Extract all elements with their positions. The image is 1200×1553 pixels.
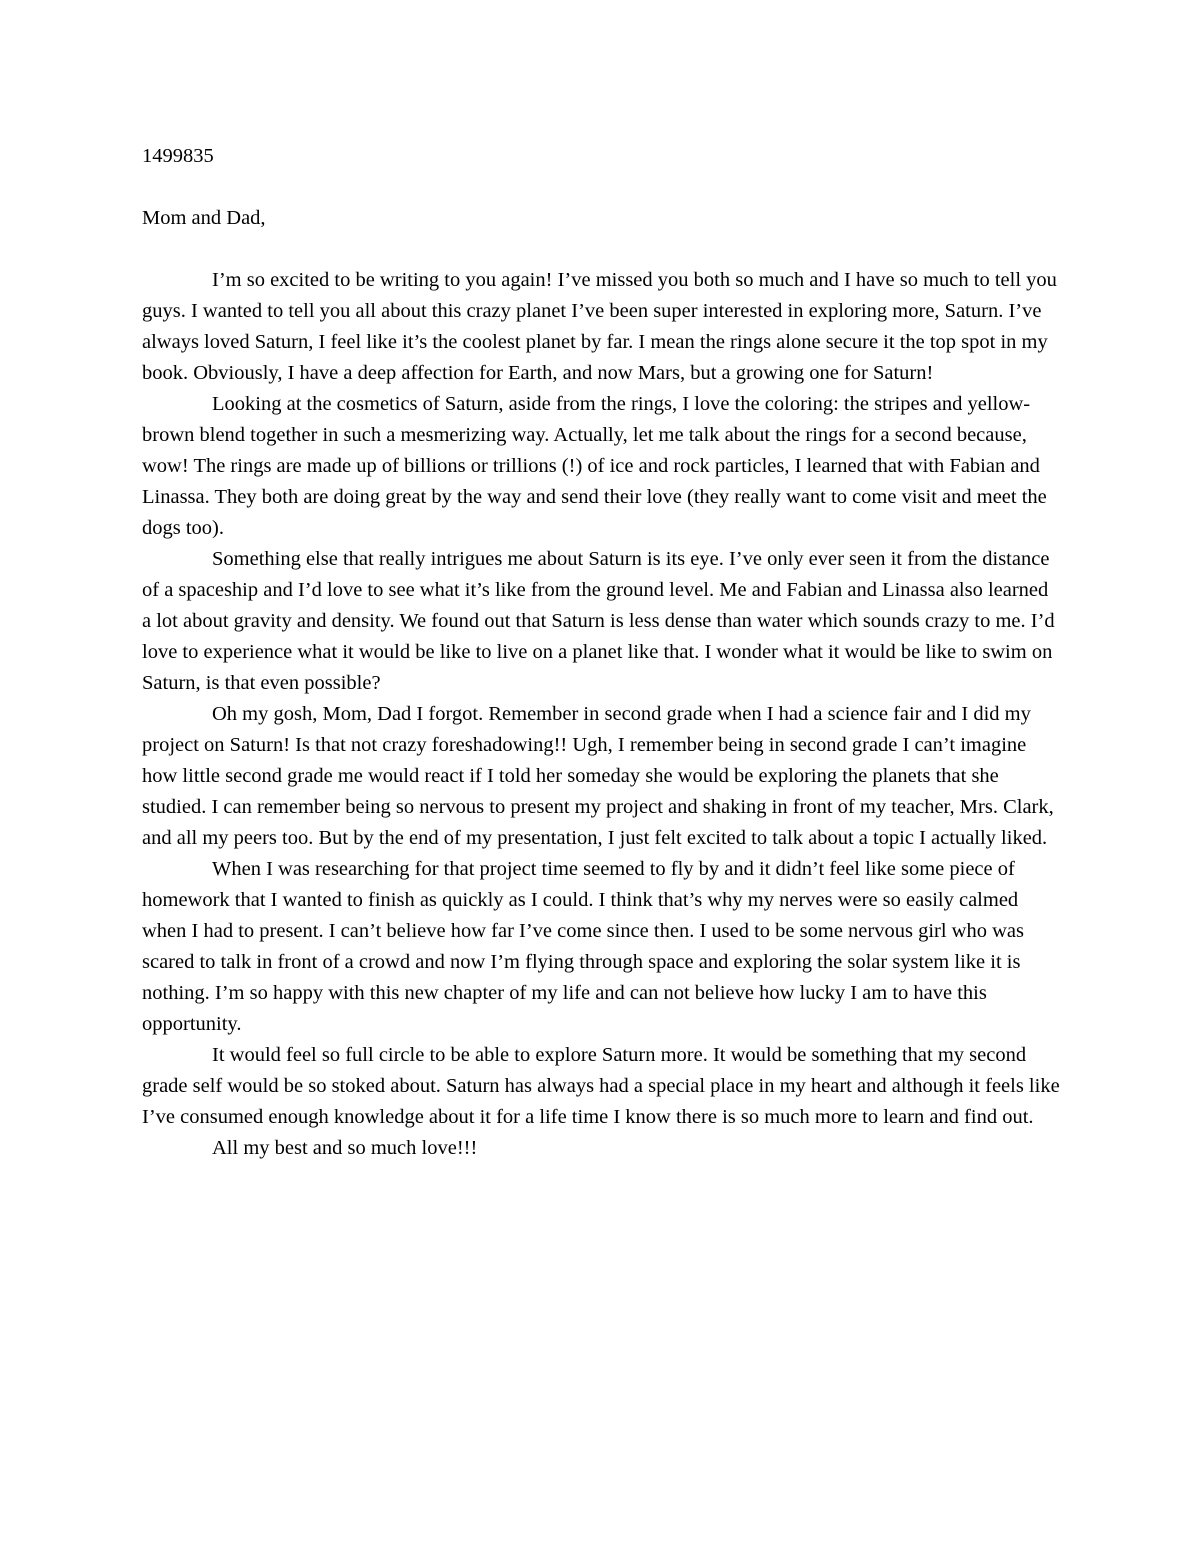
document-id-number: 1499835: [142, 145, 214, 167]
paragraph-eye-and-density: Something else that really intrigues me about Saturn is its eye. I’ve only ever seen it from the distance of a spaceship and I’d love to see what it’s like from the ground level. Me and Fabian and Linassa also learned a lot about gravity and density. We found out that Saturn is less dense than water which sounds crazy to me. I’d love to experience what it would be like to live on a planet like that. I wonder what it would be like to swim on Saturn, is that even possible?: [142, 548, 1055, 694]
paragraph-researching: When I was researching for that project time seemed to fly by and it didn’t feel like some piece of homework that I wanted to finish as quickly as I could. I think that’s why my nerves were so easily calmed when I had to present. I can’t believe how far I’ve come since then. I used to be some nervous girl who was scared to talk in front of a crowd and now I’m flying through space and exploring the solar system like it is nothing. I’m so happy with this new chapter of my life and can not believe how lucky I am to have this opportunity.: [142, 858, 1024, 1035]
letter-body: [142, 141, 1060, 1164]
salutation: Mom and Dad,: [142, 207, 266, 229]
paragraph-cosmetics: Looking at the cosmetics of Saturn, aside from the rings, I love the coloring: the stripes and yellow-brown blend together in such a mesmerizing way. Actually, let me talk about the rings for a second because, wow! The rings are made up of billions or trillions (!) of ice and rock particles, I learned that with Fabian and Linassa. They both are doing great by the way and send their love (they really want to come visit and meet the dogs too).: [142, 393, 1047, 539]
closing-line: All my best and so much love!!!: [212, 1137, 478, 1159]
paragraph-full-circle: It would feel so full circle to be able to explore Saturn more. It would be something that my second grade self would be so stoked about. Saturn has always had a special place in my heart and although it feels like I’ve consumed enough knowledge about it for a life time I know there is so much more to learn and find out.: [142, 1044, 1060, 1128]
paragraph-greeting: I’m so excited to be writing to you again! I’ve missed you both so much and I have so much to tell you guys. I wanted to tell you all about this crazy planet I’ve been super interested in exploring more, Saturn. I’ve always loved Saturn, I feel like it’s the coolest planet by far. I mean the rings alone secure it the top spot in my book. Obviously, I have a deep affection for Earth, and now Mars, but a growing one for Saturn!: [142, 269, 1057, 384]
letter-paragraphs: [142, 265, 1060, 1164]
paragraph-science-fair: Oh my gosh, Mom, Dad I forgot. Remember in second grade when I had a science fair and I did my project on Saturn! Is that not crazy foreshadowing!! Ugh, I remember being in second grade I can’t imagine how little second grade me would react if I told her someday she would be exploring the planets that she studied. I can remember being so nervous to present my project and shaking in front of my teacher, Mrs. Clark, and all my peers too. But by the end of my presentation, I just felt excited to talk about a topic I actually liked.: [142, 703, 1054, 849]
